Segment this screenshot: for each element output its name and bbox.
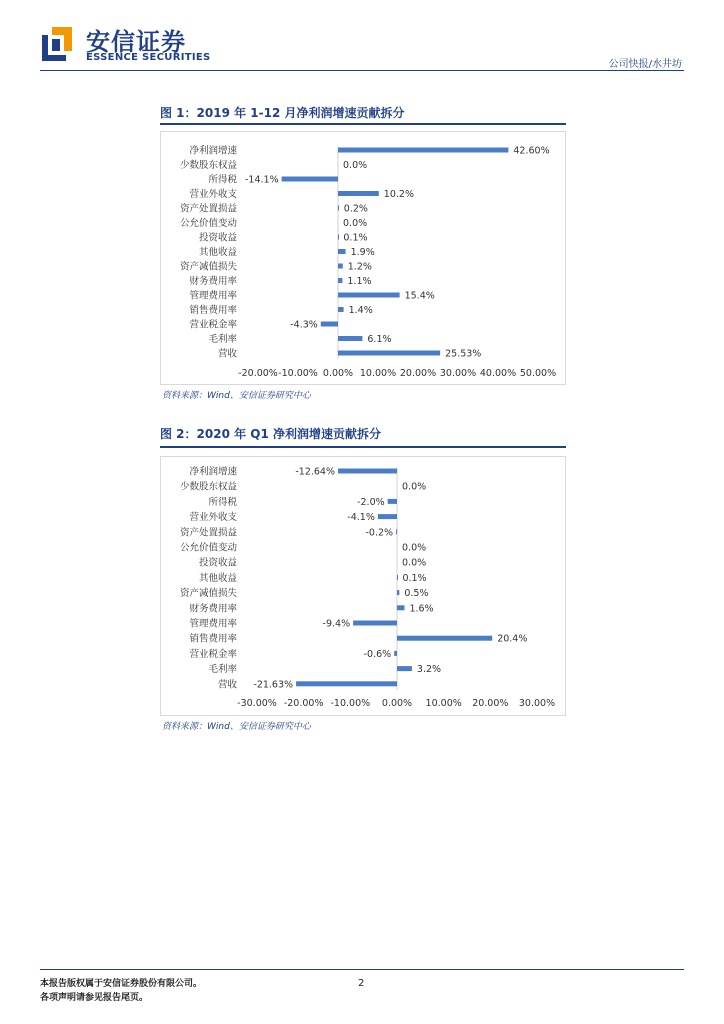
data-label: 0.0% [402, 481, 427, 493]
data-label: 3.2% [416, 664, 442, 676]
category-label: 营业外收支 [189, 512, 237, 524]
data-label: 0.0% [343, 218, 368, 229]
bar [378, 514, 397, 519]
x-tick-label: 10.00% [425, 698, 462, 709]
page-header [0, 0, 724, 72]
data-label: 0.0% [402, 557, 427, 569]
figure-2-chart [160, 456, 566, 716]
x-tick-label: -20.00% [283, 698, 324, 709]
category-label: 资产处置损益 [179, 203, 237, 215]
bar [353, 621, 397, 626]
data-label: 6.1% [367, 334, 392, 345]
category-label: 财务费用率 [189, 603, 237, 615]
page-number: 2 [358, 978, 365, 989]
data-label: -12.64% [295, 466, 336, 478]
bar [338, 206, 339, 211]
figure-1-title-rule [160, 123, 566, 125]
data-label: 0.0% [343, 160, 368, 171]
data-label: 42.60% [513, 145, 550, 157]
bar [338, 307, 344, 312]
essence-logo-icon [42, 27, 72, 61]
data-label: 20.4% [497, 633, 528, 645]
data-label: -4.1% [347, 512, 375, 524]
data-label: 15.4% [404, 290, 435, 302]
data-label: 0.5% [404, 588, 429, 600]
category-label: 管理费用率 [189, 290, 237, 302]
category-label: 净利润增速 [189, 145, 237, 157]
x-tick-label: -20.00% [238, 368, 278, 379]
bar [321, 322, 338, 327]
figure-1-source: 资料来源：Wind、安信证券研究中心 [162, 391, 311, 401]
bar [397, 590, 399, 595]
category-label: 公允价值变动 [179, 542, 237, 554]
bar [338, 249, 346, 254]
category-label: 资产减值损失 [179, 588, 237, 600]
category-label: 管理费用率 [189, 618, 237, 630]
category-label: 少数股东权益 [179, 160, 237, 171]
bar [338, 235, 339, 240]
category-label: 所得税 [208, 174, 237, 186]
category-label: 资产处置损益 [179, 527, 237, 539]
data-label: 1.4% [348, 305, 373, 316]
bar [397, 575, 398, 580]
data-label: -9.4% [322, 618, 351, 630]
category-label: 营业外收支 [189, 189, 237, 200]
x-tick-label: 30.00% [439, 368, 477, 379]
category-label: 毛利率 [208, 334, 237, 345]
data-label: 1.2% [347, 261, 372, 273]
category-label: 净利润增速 [189, 466, 237, 478]
figure-2-chart-svg [161, 457, 565, 715]
bar [338, 336, 362, 341]
bar [388, 499, 397, 504]
bar [338, 148, 508, 153]
footer-copyright: 本报告版权属于安信证券股份有限公司。 [40, 979, 203, 989]
figure-1-title: 图 1：2019 年 1-12 月净利润增速贡献拆分 [160, 106, 405, 120]
bar [397, 666, 412, 671]
x-tick-label: 50.00% [519, 368, 557, 379]
bar [282, 177, 338, 182]
bar [338, 278, 342, 283]
data-label: 0.2% [343, 203, 368, 215]
data-label: 1.1% [347, 276, 372, 287]
category-label: 毛利率 [208, 664, 237, 676]
category-label: 少数股东权益 [179, 481, 237, 493]
figure-1-chart [160, 131, 566, 385]
data-label: 0.0% [402, 542, 427, 554]
data-label: -0.6% [363, 648, 392, 660]
logo-english-text: ESSENCE SECURITIES [86, 52, 211, 63]
data-label: -21.63% [253, 679, 294, 691]
footer-divider [40, 969, 684, 970]
category-label: 销售费用率 [189, 633, 237, 645]
category-label: 公允价值变动 [179, 218, 237, 229]
data-label: 0.1% [402, 572, 427, 584]
category-label: 投资收益 [198, 557, 237, 569]
data-label: -4.3% [290, 319, 318, 331]
bar [338, 351, 440, 356]
x-tick-label: 0.00% [322, 368, 354, 379]
bar [338, 191, 379, 196]
x-tick-label: 0.00% [381, 698, 413, 709]
category-label: 营业税金率 [189, 648, 237, 660]
data-label: 1.6% [409, 603, 434, 615]
category-label: 营收 [217, 348, 237, 360]
data-label: -0.2% [365, 527, 394, 539]
figure-2-title: 图 2：2020 年 Q1 净利润增速贡献拆分 [160, 427, 382, 441]
bar [296, 681, 397, 686]
report-category: 公司快报/水井坊 [608, 59, 682, 70]
category-label: 销售费用率 [189, 305, 237, 316]
category-label: 其他收益 [198, 572, 237, 584]
data-label: 1.9% [350, 247, 375, 258]
figure-1-chart-svg [161, 132, 565, 384]
figure-2-source: 资料来源：Wind、安信证券研究中心 [162, 722, 311, 732]
header-divider [40, 70, 684, 71]
bar [338, 469, 397, 474]
data-label: 25.53% [445, 348, 482, 360]
x-tick-label: 30.00% [518, 698, 556, 709]
bar [396, 529, 397, 534]
bar [397, 605, 404, 610]
figure-2-title-rule [160, 446, 566, 448]
logo-chinese-text: 安信证券 [86, 28, 186, 56]
category-label: 营业税金率 [189, 319, 237, 331]
x-tick-label: -10.00% [278, 368, 318, 379]
bar [397, 636, 492, 641]
x-tick-label: 40.00% [479, 368, 517, 379]
x-tick-label: 20.00% [472, 698, 509, 709]
x-tick-label: -30.00% [237, 698, 277, 709]
x-tick-label: 20.00% [399, 368, 437, 379]
footer-disclaimer: 各项声明请参见报告尾页。 [40, 993, 149, 1003]
category-label: 投资收益 [198, 232, 237, 244]
x-tick-label: 10.00% [359, 368, 397, 379]
data-label: 0.1% [343, 232, 368, 244]
category-label: 所得税 [208, 496, 237, 508]
data-label: 10.2% [383, 189, 414, 200]
data-label: -14.1% [244, 174, 279, 186]
category-label: 营收 [217, 679, 237, 691]
data-label: -2.0% [357, 496, 385, 508]
category-label: 其他收益 [198, 247, 237, 258]
category-label: 财务费用率 [189, 276, 237, 287]
bar [338, 264, 343, 269]
bar [338, 293, 400, 298]
x-tick-label: -10.00% [330, 698, 371, 709]
category-label: 资产减值损失 [179, 261, 237, 273]
bar [394, 651, 397, 656]
